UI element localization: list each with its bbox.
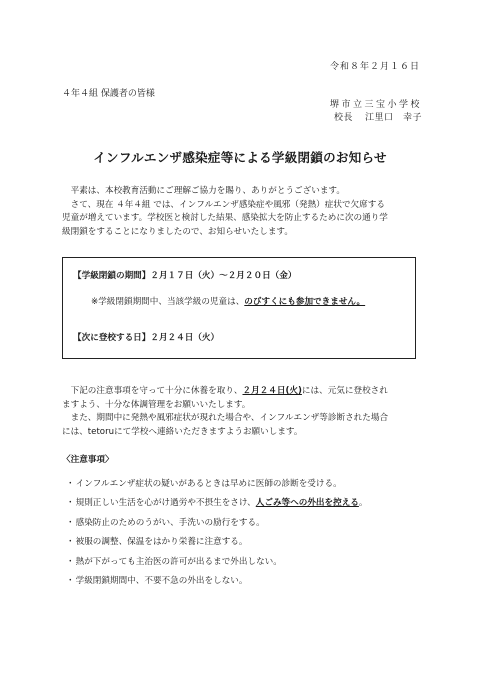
closure-note <box>91 295 365 307</box>
bullet: ・ <box>66 498 75 508</box>
bullet: ・ <box>66 518 75 528</box>
followup-line: また、期間中に発熱や風邪症状が現れた場合や、インフルエンザ等診断された場合 <box>62 413 389 423</box>
notice-title: インフルエンザ感染症等による学級閉鎖のお知らせ <box>93 150 387 165</box>
intro-line: 平素は、本校教育活動にご理解ご協力を賜り、ありがとうございます。 <box>62 186 345 196</box>
intro-line: 児童が増えています。学校医と検討した結果、感染拡大を防止するために次の通り学 <box>62 213 388 223</box>
followup-text: には、元気に登校され <box>301 386 388 396</box>
intro-line: 級閉鎖をすることになりましたので、お知らせいたします。 <box>62 226 293 237</box>
return-date-emphasis: ２月２４日(火) <box>242 386 302 396</box>
followup-paragraph <box>62 385 424 439</box>
bullet: ・ <box>66 537 75 547</box>
note-item <box>66 496 368 508</box>
note-text: 感染防止のためのうがい、手洗いの励行をする。 <box>75 518 265 528</box>
intro-paragraph <box>62 185 424 239</box>
note-item <box>66 574 248 586</box>
closure-info-box <box>62 257 416 359</box>
followup-line: ますよう、十分な体調管理をお願いいたします。 <box>62 399 251 410</box>
note-item <box>66 555 282 567</box>
principal-name: 江里口 幸子 <box>364 113 422 123</box>
note-text: 被服の調整、保温をはかり栄養に注意する。 <box>75 537 248 547</box>
principal-title: 校長 <box>333 113 353 123</box>
note-emphasis: 人ごみ等への外出を控える <box>255 498 359 508</box>
bullet: ・ <box>66 479 75 489</box>
intro-line: さて、現在 ４年４組 では、インフルエンザ感染症や風邪（発熱）症状で欠席する <box>62 199 385 210</box>
notice-date: 令和８年２月１６日 <box>329 62 420 72</box>
note-text: 。 <box>358 498 368 508</box>
closure-period: 【学級閉鎖の期間】２月１７日（火）～２月２０日（金） <box>73 271 297 281</box>
note-item <box>66 477 342 489</box>
bullet: ・ <box>66 576 75 586</box>
note-item <box>66 516 265 528</box>
note-text: 熱が下がっても主治医の許可が出るまで外出しない。 <box>75 557 282 567</box>
note-text: 学級閉鎖期間中、不要不急の外出をしない。 <box>75 576 248 586</box>
followup-text: 下記の注意事項を守って十分に休養を取り、 <box>62 386 243 396</box>
closure-note-text: ※学級閉鎖期間中、当該学級の児童は、 <box>91 297 245 307</box>
school-name: 堺市立三宝小学校 <box>329 100 422 110</box>
principal-signature <box>334 110 422 123</box>
notes-heading: 〈注意事項〉 <box>62 455 114 465</box>
bullet: ・ <box>66 557 75 567</box>
note-text: インフルエンザ症状の疑いがあるときは早めに医師の診断を受ける。 <box>75 479 342 489</box>
recipient-line: ４年４組 保護者の皆様 <box>62 89 155 99</box>
closure-note-emphasis: のびすくにも参加できません。 <box>244 297 366 307</box>
followup-line: には、tetoruにて学校へ連絡いただきますようお願いします。 <box>62 426 303 437</box>
return-day: 【次に登校する日】２月２４日（火） <box>73 333 220 343</box>
followup-line <box>62 385 424 399</box>
note-item <box>66 535 248 547</box>
note-text: 規則正しい生活を心がけ過労や不摂生をさけ、 <box>75 498 256 508</box>
